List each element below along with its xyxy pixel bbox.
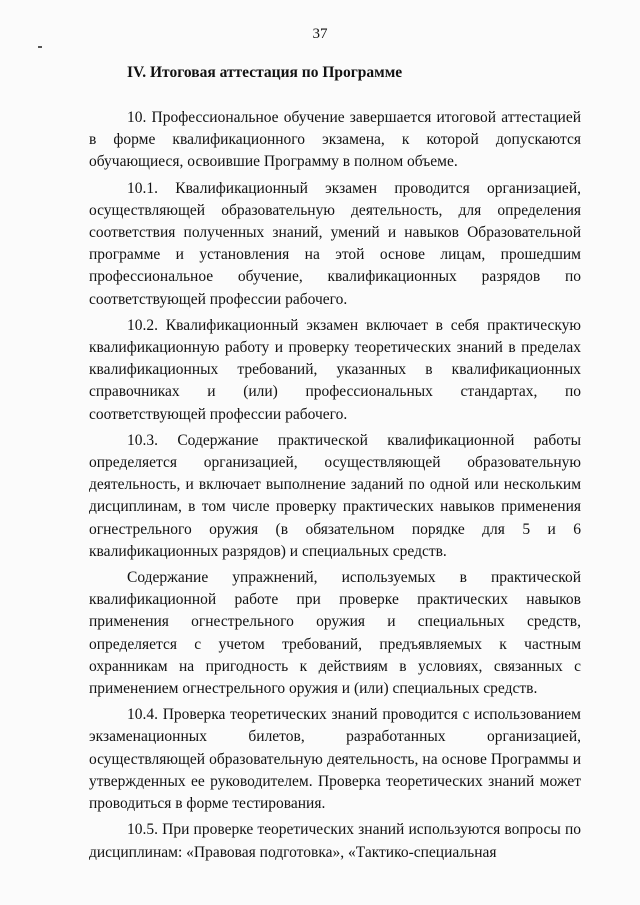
paragraph-10-3: 10.3. Содержание практической квалификационной работы определяется организацией, осуществляющей образовательную деятельность, и включает выполнение заданий по одной или нескольким дисциплинам, в том числе проверку практических навыков применения огнестрельного оружия (в обязательном порядке для 5 и 6 квалификационных разрядов) и специальных средств. [89,431,581,560]
paragraph-10: 10. Профессиональное обучение завершается итоговой аттестацией в форме квалификационного экзамена, к которой допускаются обучающиеся, освоившие Программу в полном объеме. [89,109,581,171]
page-number: 37 [312,26,328,42]
paragraph-10-2: 10.2. Квалификационный экзамен включает в себя практическую квалификационную работу и проверку теоретических знаний в пределах квалификационных требований, указанных в квалификационных справочниках и (или) профессиональных стандартах, по соответствующей профессии рабочего. [89,316,581,423]
paragraph-10-1: 10.1. Квалификационный экзамен проводится организацией, осуществляющей образовательную деятельность, для определения соответствия полученных знаний, умений и навыков Образовательной программе и установления на этой основе лицам, прошедшим профессиональное обучение, квалификационных разрядов по соответствующей профессии рабочего. [89,179,581,308]
scan-mark [38,46,42,48]
paragraph-10-5: 10.5. При проверке теоретических знаний используются вопросы по дисциплинам: «Правовая подготовка», «Тактико-специальная [89,821,581,861]
paragraph-exercises: Содержание упражнений, используемых в практической квалификационной работе при проверке практических навыков применения огнестрельного оружия и специальных средств, определяется с учетом требований, предъявляемых к частным охранникам на пригодность к действиям в условиях, связанных с применением огнестрельного оружия и (или) специальных средств. [89,569,581,698]
document-body [89,62,581,864]
section-heading: IV. Итоговая аттестация по Программе [127,64,403,81]
paragraph-10-4: 10.4. Проверка теоретических знаний проводится с использованием экзаменационных билетов, разработанных организацией, осуществляющей образовательную деятельность, на основе Программы и утвержденных ее руководителем. Проверка теоретических знаний может проводиться в форме тестирования. [89,706,581,813]
